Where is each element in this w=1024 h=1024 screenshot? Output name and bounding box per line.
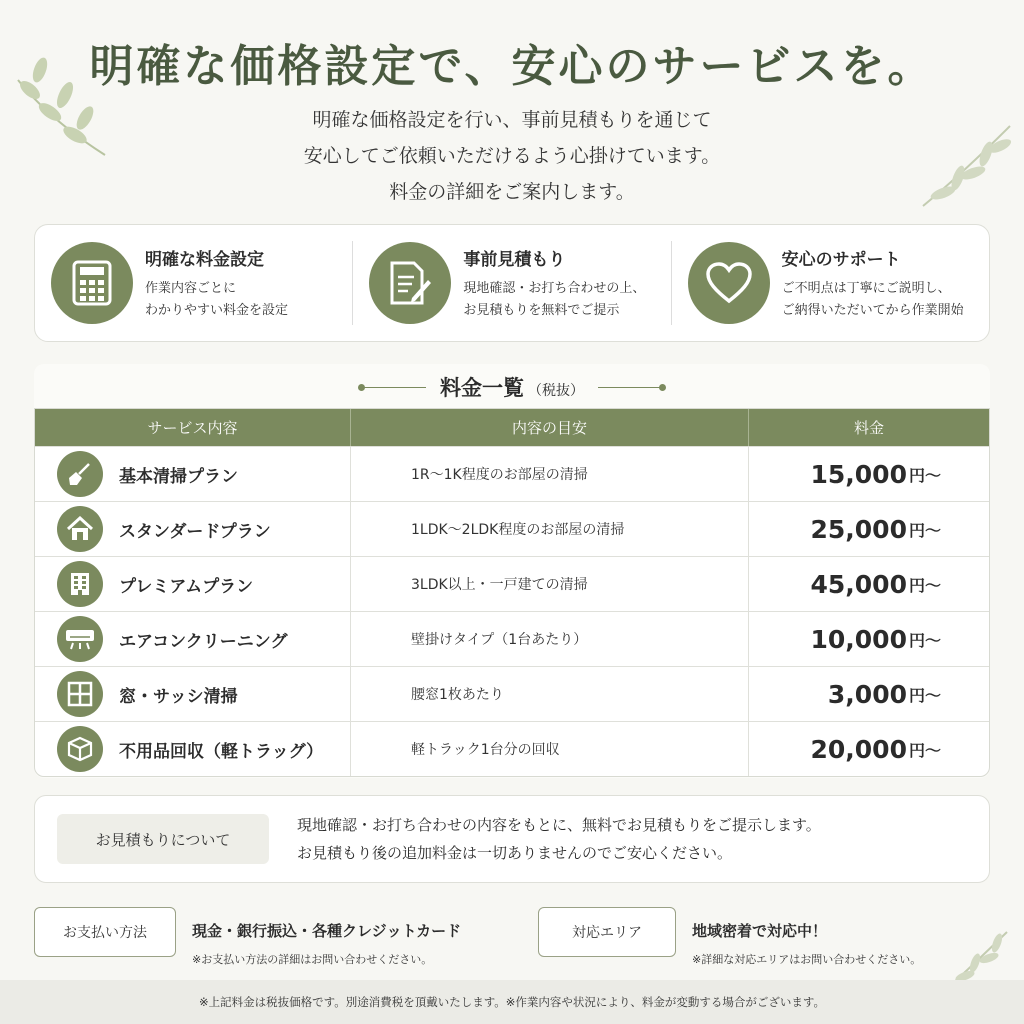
price-unit: 円～ (908, 685, 941, 705)
table-row (35, 666, 989, 721)
calculator-icon (51, 242, 133, 324)
table-row (35, 556, 989, 611)
service-description: 腰窓1枚あたり (351, 667, 749, 721)
broom-icon (57, 451, 103, 497)
price-value: 3,000 (827, 679, 907, 709)
price-list-heading (34, 372, 990, 402)
table-row (35, 721, 989, 776)
price-value: 15,000 (810, 459, 907, 489)
footer-note: ※上記料金は税抜価格です。別途消費税を頂戴いたします。※作業内容や状況により、料金が変動する場合がございます。 (0, 980, 1024, 1024)
price-table (34, 408, 990, 777)
column-header-price: 料金 (853, 419, 884, 437)
estimate-info-panel (34, 795, 990, 883)
feature-description: 現地確認・お打ち合わせの上、 お見積もりを無料でご提示 (463, 280, 646, 318)
hero-desc-line: 料金の詳細をご案内します。 (389, 181, 635, 203)
service-name: 基本清掃プラン (119, 466, 238, 487)
feature-title: 明確な料金設定 (145, 249, 264, 270)
payment-methods: 現金・銀行振込・各種クレジットカード (192, 922, 462, 940)
feature-title: 安心のサポート (781, 249, 901, 270)
area-label-box: 対応エリア (538, 907, 676, 957)
hero-desc-line: 明確な価格設定を行い、事前見積もりを通じて (312, 109, 712, 131)
price-list-title: 料金一覧 (440, 375, 524, 400)
box-icon (57, 726, 103, 772)
service-name: 窓・サッシ清掃 (119, 686, 238, 707)
service-name: プレミアムプラン (119, 576, 254, 597)
hero-desc-line: 安心してご依頼いただけるよう心掛けています。 (303, 145, 721, 167)
payment-label-box: お支払い方法 (34, 907, 176, 957)
price-unit: 円～ (908, 575, 941, 595)
building-icon (57, 561, 103, 607)
feature-description: 作業内容ごとに わかりやすい料金を設定 (145, 280, 289, 318)
feature-title: 事前見積もり (463, 249, 566, 270)
service-description: 3LDK以上・一戸建ての清掃 (351, 557, 749, 611)
price-unit: 円～ (908, 520, 941, 540)
estimate-label: お見積もりについて (57, 814, 269, 864)
price-value: 20,000 (810, 734, 907, 764)
area-main: 地域密着で対応中！ (692, 922, 828, 940)
price-unit: 円～ (908, 465, 941, 485)
feature-support (671, 241, 989, 325)
page-title: 明確な価格設定で、安心のサービスを。 (89, 41, 935, 92)
service-name: スタンダードプラン (119, 521, 271, 542)
price-list-subtitle: （税抜） (528, 383, 584, 399)
estimate-text: 現地確認・お打ち合わせの内容をもとに、無料でお見積もりをご提示します。 お見積もり後の追加料金は一切ありませんのでご安心ください。 (297, 816, 821, 862)
heart-icon (688, 242, 770, 324)
feature-free-estimate (352, 241, 670, 325)
air-conditioner-icon (57, 616, 103, 662)
divider (598, 387, 660, 388)
window-icon (57, 671, 103, 717)
price-value: 10,000 (810, 624, 907, 654)
leaf-decoration-bottom-right (945, 928, 1015, 988)
price-value: 45,000 (810, 569, 907, 599)
document-pen-icon (369, 242, 451, 324)
feature-panel (34, 224, 990, 342)
service-description: 軽トラック1台分の回収 (351, 722, 749, 776)
price-unit: 円～ (908, 630, 941, 650)
price-unit: 円～ (908, 740, 941, 760)
service-description: 壁掛けタイプ（1台あたり） (351, 612, 749, 666)
service-name: エアコンクリーニング (119, 631, 288, 652)
feature-clear-pricing (35, 225, 352, 341)
hero-description (0, 102, 1024, 210)
service-description: 1LDK～2LDK程度のお部屋の清掃 (351, 502, 749, 556)
price-value: 25,000 (810, 514, 907, 544)
area-note: ※詳細な対応エリアはお問い合わせください。 (692, 953, 922, 966)
price-list-panel (34, 364, 990, 778)
table-header (35, 409, 989, 446)
house-icon (57, 506, 103, 552)
divider (364, 387, 426, 388)
table-row (35, 446, 989, 501)
column-header-description: 内容の目安 (351, 409, 749, 446)
column-header-service: サービス内容 (35, 409, 351, 446)
service-description: 1R～1K程度のお部屋の清掃 (351, 447, 749, 501)
table-row (35, 611, 989, 666)
feature-description: ご不明点は丁寧にご説明し、 ご納得いただいてから作業開始 (781, 280, 964, 318)
table-row (35, 501, 989, 556)
service-name: 不用品回収（軽トラッグ） (119, 741, 324, 762)
payment-note: ※お支払い方法の詳細はお問い合わせください。 (192, 953, 433, 966)
